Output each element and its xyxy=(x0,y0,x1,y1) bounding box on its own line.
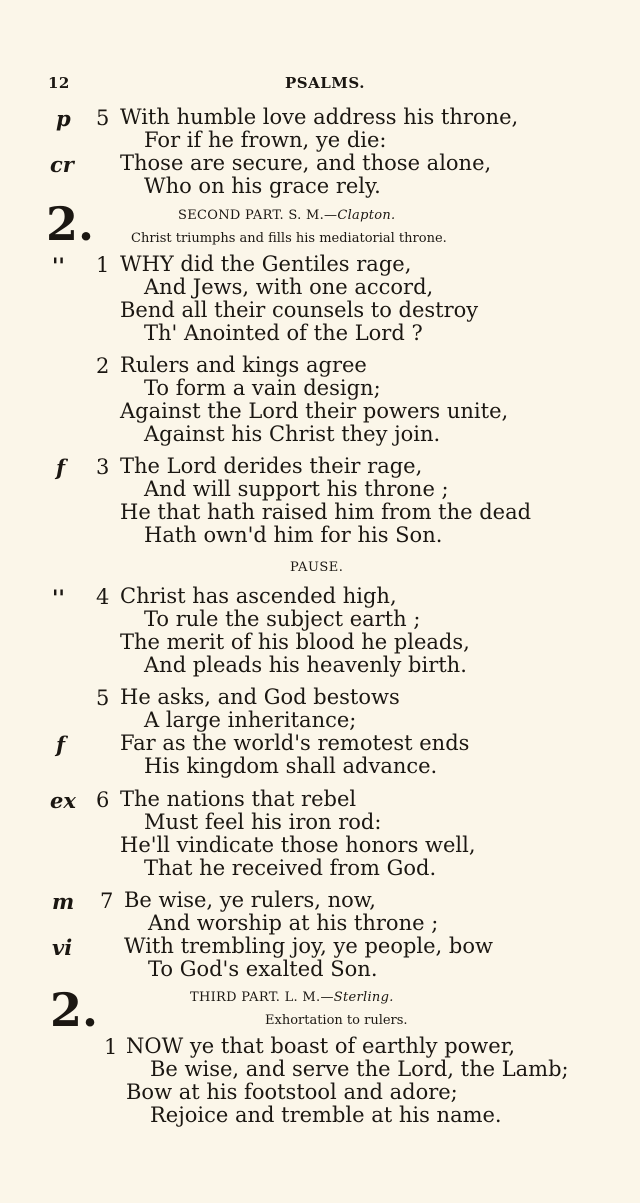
page-number: 12 xyxy=(48,74,70,92)
verse-line: Christ has ascended high, xyxy=(120,584,397,608)
verse-number: 1 xyxy=(96,253,110,277)
pause-heading: PAUSE. xyxy=(290,560,344,575)
part-heading xyxy=(190,990,394,1005)
verse-line: He'll vindicate those honors well, xyxy=(120,833,476,857)
tune-name: Sterling. xyxy=(333,990,394,1005)
verse-line: With humble love address his throne, xyxy=(120,105,519,129)
verse-line: He asks, and God bestows xyxy=(120,685,400,709)
verse-line: And will support his throne ; xyxy=(144,477,449,501)
verse-line: Those are secure, and those alone, xyxy=(120,151,492,175)
dynamic-mark: f xyxy=(56,732,66,757)
part-subtitle: Christ triumphs and fills his mediatorial throne. xyxy=(131,231,447,246)
dynamic-mark: p xyxy=(56,106,71,131)
part-title: THIRD PART. xyxy=(190,990,281,1005)
verse-line: Against the Lord their powers unite, xyxy=(120,399,509,423)
verse-number: 2 xyxy=(96,354,110,378)
verse-line: That he received from God. xyxy=(144,856,437,880)
dynamic-mark: m xyxy=(52,889,75,914)
verse-number: 1 xyxy=(104,1035,118,1059)
meter: L. M.— xyxy=(284,990,334,1005)
verse-number: 5 xyxy=(96,106,110,130)
verse-line: NOW ye that boast of earthly power, xyxy=(126,1034,516,1058)
verse-line: And Jews, with one accord, xyxy=(144,275,434,299)
verse-line: WHY did the Gentiles rage, xyxy=(120,252,412,276)
verse-line: Be wise, ye rulers, now, xyxy=(124,888,376,912)
verse-line: Hath own'd him for his Son. xyxy=(144,523,443,547)
dynamic-mark: vi xyxy=(52,935,73,960)
verse-line: The merit of his blood he pleads, xyxy=(120,630,470,654)
dynamic-mark: ex xyxy=(50,788,76,813)
verse-number: 3 xyxy=(96,455,110,479)
verse-line: Who on his grace rely. xyxy=(144,174,381,198)
verse-line: He that hath raised him from the dead xyxy=(120,500,532,524)
verse-line: Far as the world's remotest ends xyxy=(120,731,470,755)
part-heading xyxy=(178,208,395,223)
verse-line: And pleads his heavenly birth. xyxy=(144,653,467,677)
verse-number: 4 xyxy=(96,585,110,609)
dynamic-mark: cr xyxy=(50,152,74,177)
running-title: PSALMS. xyxy=(285,74,365,92)
verse-line: Bend all their counsels to destroy xyxy=(120,298,479,322)
part-title: SECOND PART. xyxy=(178,208,284,223)
verse-line: To rule the subject earth ; xyxy=(144,607,421,631)
verse-line: Must feel his iron rod: xyxy=(144,810,382,834)
verse-line: With trembling joy, ye people, bow xyxy=(124,934,493,958)
verse-line: His kingdom shall advance. xyxy=(144,754,438,778)
hymn-number: 2. xyxy=(50,983,99,1037)
verse-line: Rulers and kings agree xyxy=(120,353,367,377)
meter: S. M.— xyxy=(288,208,338,223)
verse-line: Th' Anointed of the Lord ? xyxy=(144,321,423,345)
verse-line: A large inheritance; xyxy=(144,708,357,732)
verse-line: For if he frown, ye die: xyxy=(144,128,387,152)
verse-line: Rejoice and tremble at his name. xyxy=(150,1103,502,1127)
part-subtitle: Exhortation to rulers. xyxy=(265,1013,408,1028)
verse-line: The Lord derides their rage, xyxy=(120,454,423,478)
verse-line: To form a vain design; xyxy=(144,376,381,400)
verse-line: To God's exalted Son. xyxy=(148,957,378,981)
verse-line: And worship at his throne ; xyxy=(148,911,439,935)
verse-line: The nations that rebel xyxy=(120,787,357,811)
verse-number: 6 xyxy=(96,788,110,812)
dynamic-mark: f xyxy=(56,455,66,480)
verse-number: 7 xyxy=(100,889,114,913)
dynamic-mark: '' xyxy=(52,585,65,610)
verse-line: Bow at his footstool and adore; xyxy=(126,1080,458,1104)
dynamic-mark: '' xyxy=(52,253,65,278)
hymn-number: 2. xyxy=(46,197,95,251)
verse-line: Against his Christ they join. xyxy=(144,422,441,446)
verse-line: Be wise, and serve the Lord, the Lamb; xyxy=(150,1057,569,1081)
tune-name: Clapton. xyxy=(337,208,396,223)
verse-number: 5 xyxy=(96,686,110,710)
